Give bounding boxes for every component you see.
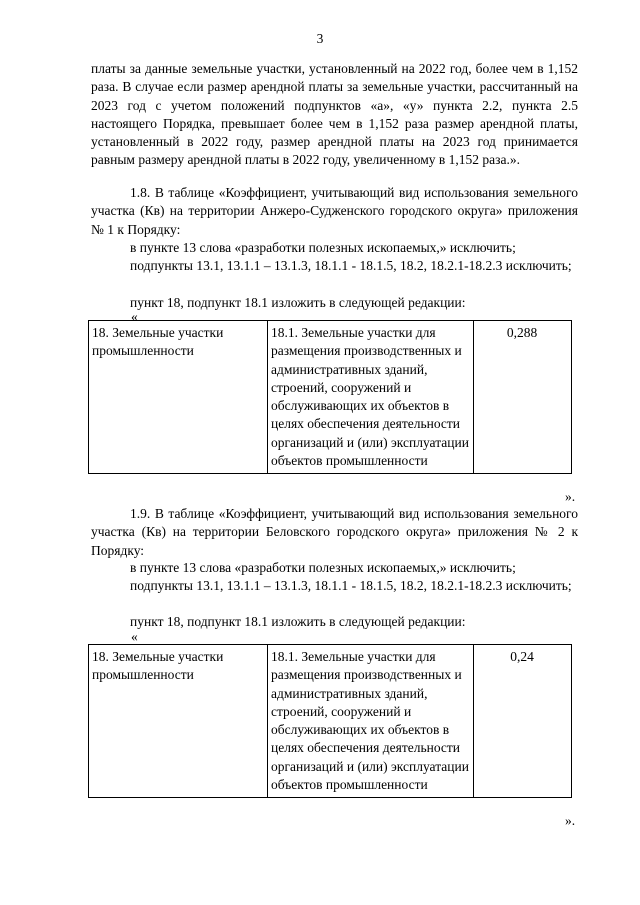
table-cell-category: 18. Земельные участки промышленности	[89, 645, 268, 798]
table-cell-category: 18. Земельные участки промышленности	[89, 321, 268, 474]
section-1-9-item-edit: пункт 18, подпункт 18.1 изложить в следующей редакции:	[130, 614, 466, 629]
section-1-9-heading: 1.9. В таблице «Коэффициент, учитывающий вид использования земельного участка (Кв) на территории Беловского городского округа» приложения № 2 к Порядку:	[91, 506, 578, 558]
table-cell-coefficient: 0,288	[474, 321, 572, 474]
table-row	[89, 645, 572, 798]
section-1-8-item-edit: пункт 18, подпункт 18.1 изложить в следующей редакции:	[130, 295, 466, 310]
section-1-8-heading: 1.8. В таблице «Коэффициент, учитывающий вид использования земельного участка (Кв) на территории Анжеро-Судженского городского округа» приложения № 1 к Порядку:	[91, 185, 578, 237]
section-1-8-open-quote: «	[131, 309, 138, 324]
section-1-9-close-quote: ».	[565, 813, 576, 828]
section-1-8-item-subclauses: подпункты 13.1, 13.1.1 – 13.1.3, 18.1.1 - 18.1.5, 18.2, 18.2.1-18.2.3 исключить;	[130, 258, 572, 273]
section-1-9-item-words: в пункте 13 слова «разработки полезных ископаемых,» исключить;	[130, 560, 516, 575]
page-number: 3	[316, 31, 324, 46]
section-1-9-item-subclauses: подпункты 13.1, 13.1.1 – 13.1.3, 18.1.1 - 18.1.5, 18.2, 18.2.1-18.2.3 исключить;	[130, 578, 572, 593]
table-row	[89, 321, 572, 474]
section-1-9-table	[88, 644, 572, 798]
section-1-9-open-quote: «	[131, 629, 138, 644]
section-1-8-table	[88, 320, 572, 474]
table-cell-description: 18.1. Земельные участки для размещения производственных и административных зданий, строений, сооружений и обслуживающих их объектов в целях обеспечения деятельности организаций и (или) эксплуатации объектов промышленности	[268, 321, 474, 474]
table-cell-description: 18.1. Земельные участки для размещения производственных и административных зданий, строений, сооружений и обслуживающих их объектов в целях обеспечения деятельности организаций и (или) эксплуатации объектов промышленности	[268, 645, 474, 798]
section-1-8-item-words: в пункте 13 слова «разработки полезных ископаемых,» исключить;	[130, 240, 516, 255]
intro-paragraph: платы за данные земельные участки, установленный на 2022 год, более чем в 1,152 раза. В случае если размер арендной платы за земельные участки, рассчитанный на 2023 год с учетом положений подпунктов «а», «у» пункта 2.2, пункта 2.5 настоящего Порядка, превышает более чем в 1,152 раза размер арендной платы, установленный в 2022 году, размер арендной платы на 2023 год принимается равным размеру арендной платы в 2022 году, увеличенному в 1,152 раза.».	[91, 61, 578, 168]
section-1-8-close-quote: ».	[565, 489, 576, 504]
table-cell-coefficient: 0,24	[474, 645, 572, 798]
